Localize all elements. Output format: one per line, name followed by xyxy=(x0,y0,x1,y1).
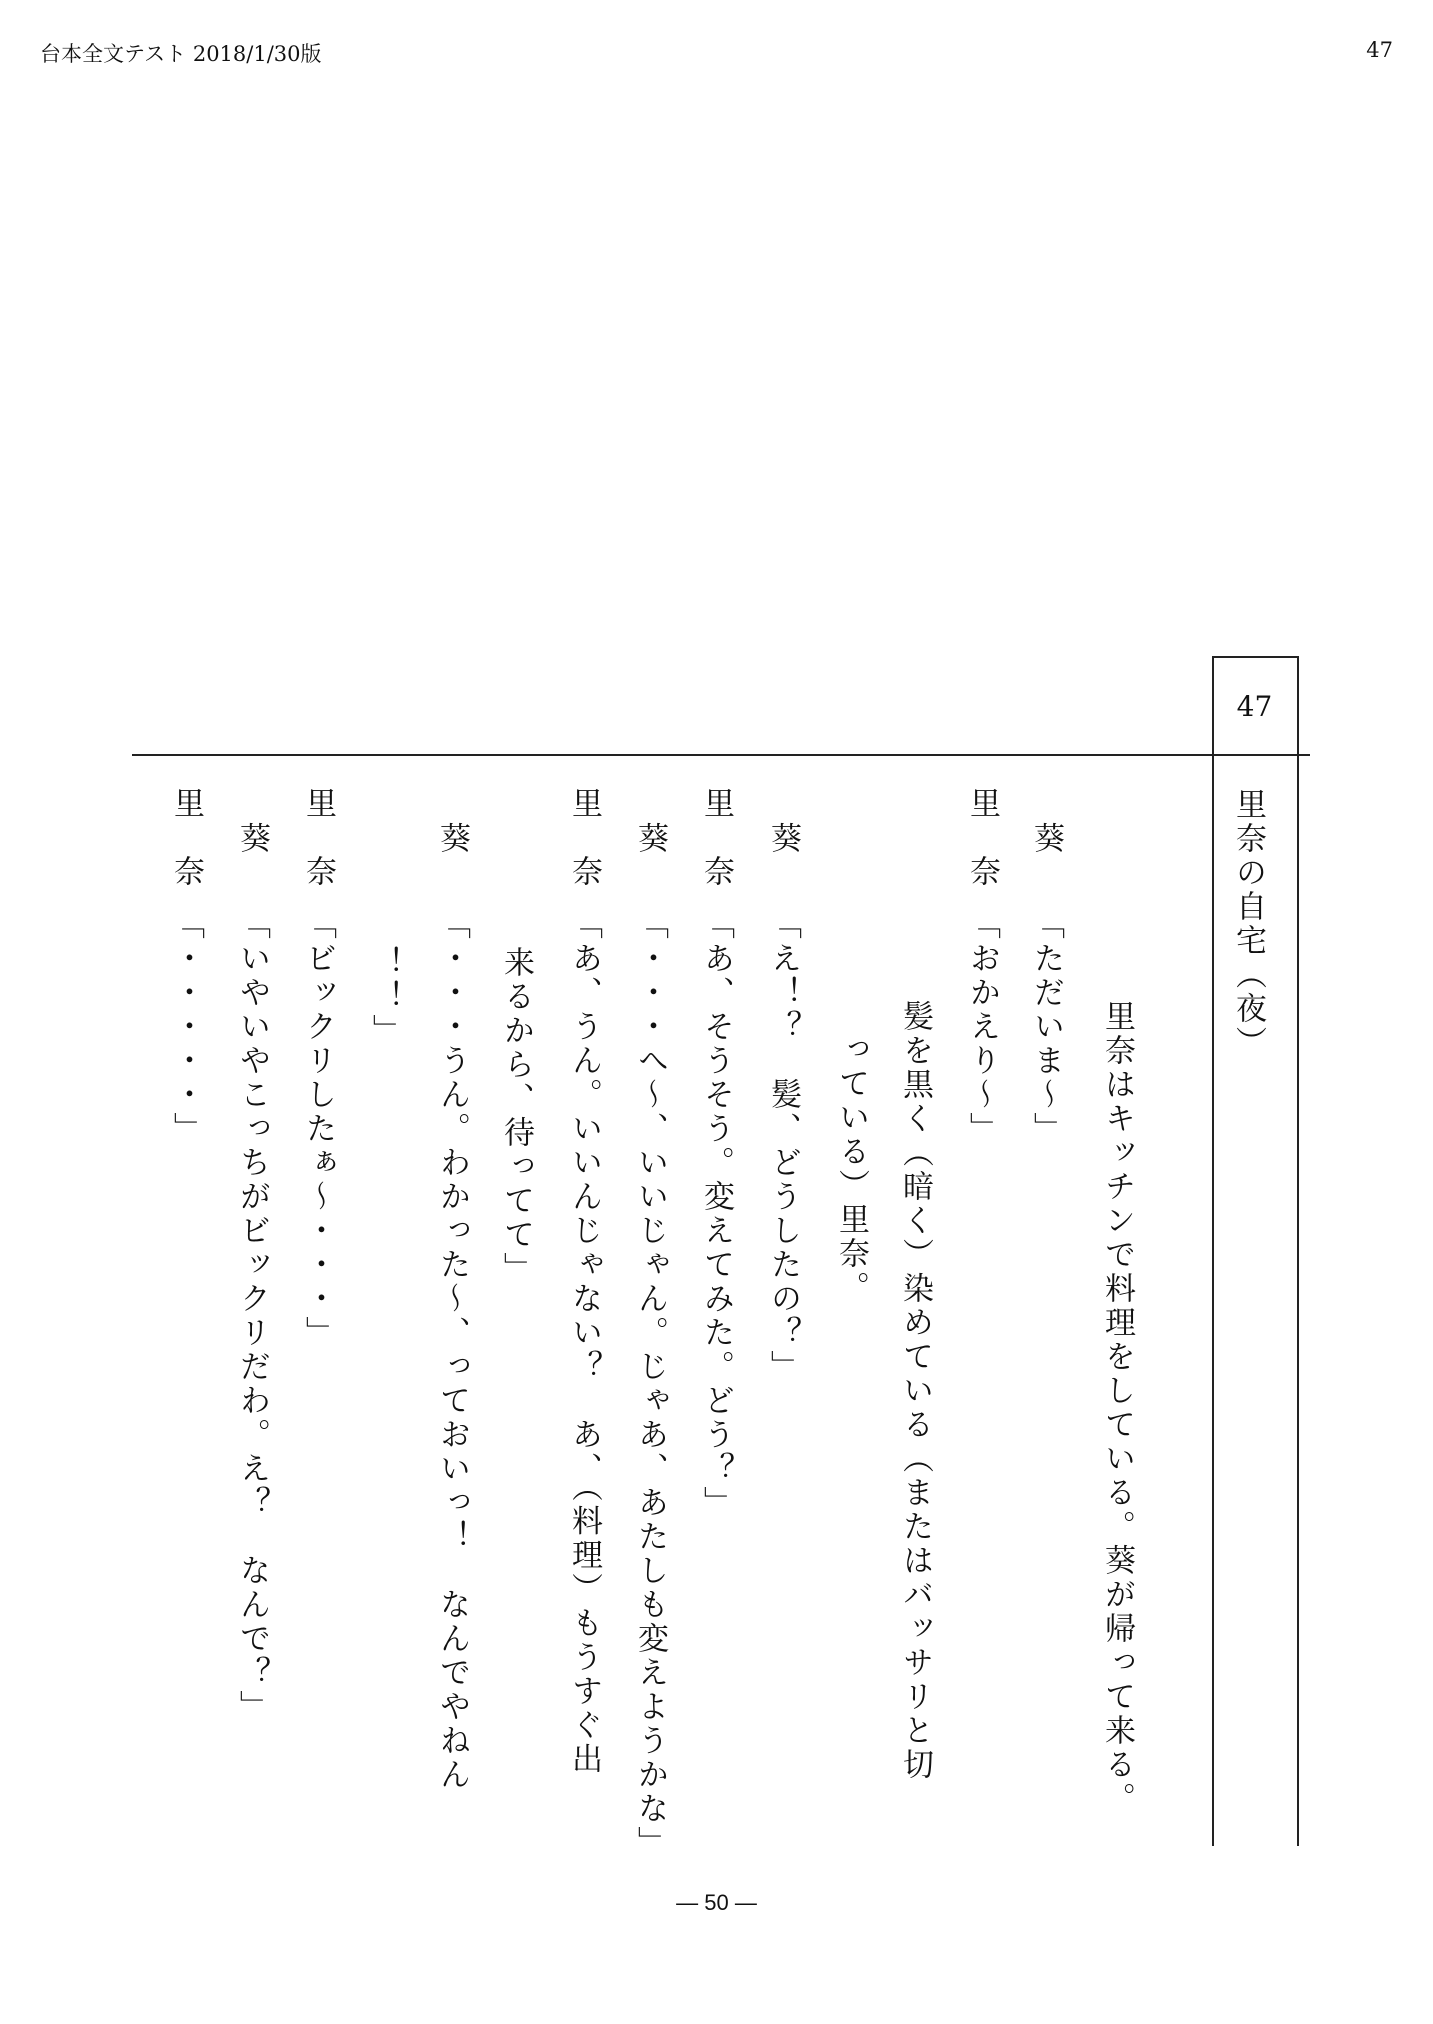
scene-column-right-border xyxy=(1297,656,1299,1846)
speaker-name: 里 奈 xyxy=(566,787,602,889)
speaker-name: 葵 xyxy=(234,822,270,856)
dialogue-line: 「あ、うん。いいんじゃない？ あ、（料理）もうすぐ出 xyxy=(566,908,602,1777)
dialogue-line: 「ビックリしたぁ～・・・」 xyxy=(300,908,336,1350)
dialogue-line: 「いやいやこっちがビックリだわ。え？ なんで？」 xyxy=(234,908,270,1724)
stage-direction: っている）里奈。 xyxy=(833,1033,869,1305)
dialogue-line: 「ただいま～」 xyxy=(1028,908,1064,1146)
speaker-name: 里 奈 xyxy=(698,787,734,889)
speaker-name: 葵 xyxy=(1028,822,1064,856)
scene-column-left-border xyxy=(1212,656,1214,1846)
dialogue-line: 「え！？ 髪、どうしたの？」 xyxy=(765,908,801,1384)
scene-number-box xyxy=(1212,656,1297,754)
dialogue-line: 「・・・へ～、いいじゃん。じゃあ、あたしも変えようかな」 xyxy=(632,908,668,1860)
dialogue-line: 「あ、そうそう。変えてみた。どう？」 xyxy=(698,908,734,1520)
document-header-title: 台本全文テスト 2018/1/30版 xyxy=(40,42,322,66)
page-footer-number: — 50 — xyxy=(676,1890,757,1915)
speaker-name: 葵 xyxy=(434,822,470,856)
dialogue-line: 「・・・うん。わかった～、っておいっ！ なんでやねん xyxy=(434,908,470,1792)
speaker-name: 葵 xyxy=(765,822,801,856)
speaker-name: 里 奈 xyxy=(300,787,336,889)
document-header-page: 47 xyxy=(1366,38,1393,62)
dialogue-line: 「おかえり～」 xyxy=(964,908,1000,1146)
stage-direction: 里奈はキッチンで料理をしている。葵が帰って来る。 xyxy=(1099,1000,1135,1816)
scene-number: 47 xyxy=(1236,689,1273,723)
speaker-name: 里 奈 xyxy=(964,787,1000,889)
dialogue-continuation: 来るから、待ってて」 xyxy=(498,946,534,1286)
dialogue-line: 「・・・・・」 xyxy=(168,908,204,1146)
dialogue-continuation: ！！」 xyxy=(367,946,403,1048)
speaker-name: 葵 xyxy=(632,822,668,856)
stage-direction: 髪を黒く（暗く）染めている（またはバッサリと切 xyxy=(897,1000,933,1782)
scene-heading: 里奈の自宅（夜） xyxy=(1230,788,1266,1060)
horizontal-rule xyxy=(132,754,1310,756)
speaker-name: 里 奈 xyxy=(168,787,204,889)
